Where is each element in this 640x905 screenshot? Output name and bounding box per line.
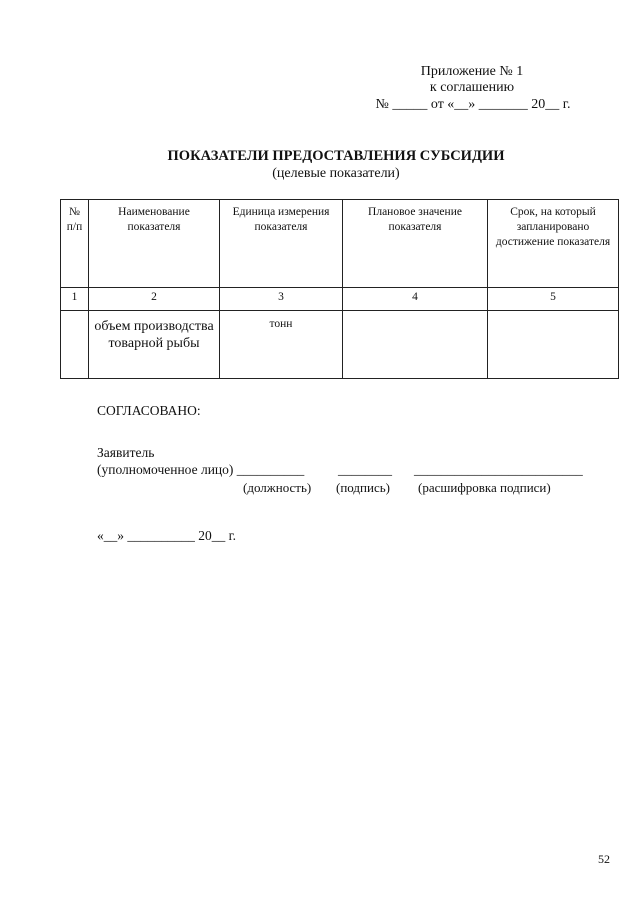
appendix-line-2: к соглашению (429, 80, 515, 95)
date-line: «__» __________ 20__ г. (97, 528, 237, 543)
caption-signature: (подпись) (336, 480, 390, 495)
caption-position: (должность) (243, 480, 312, 495)
appendix-line-1: Приложение № 1 (420, 64, 524, 79)
table-header-cell: Наименование показателя (89, 200, 220, 288)
table-number-cell: 4 (343, 288, 488, 311)
signature-decode-blank: _________________________ (414, 462, 583, 477)
indicator-name-cell: объем производства товарной рыбы (89, 311, 220, 379)
indicators-table (60, 199, 619, 379)
page-number: 52 (598, 852, 610, 866)
table-number-cell: 3 (220, 288, 343, 311)
table-number-cell: 1 (61, 288, 89, 311)
table-header-cell: Единица измерения показателя (220, 200, 343, 288)
planned-value-cell (343, 311, 488, 379)
table-header-cell: Плановое значение показателя (343, 200, 488, 288)
table-number-row (61, 288, 619, 311)
caption-decode: (расшифровка подписи) (418, 480, 551, 495)
table-header-row (61, 200, 619, 288)
table-cell (61, 311, 89, 379)
unit-cell: тонн (220, 311, 343, 379)
document-title: ПОКАЗАТЕЛИ ПРЕДОСТАВЛЕНИЯ СУБСИДИИ (167, 148, 505, 164)
deadline-cell (488, 311, 619, 379)
signature-blank: ________ (338, 462, 392, 477)
table-header-cell: Срок, на который запланировано достижение показателя (488, 200, 619, 288)
table-number-cell: 5 (488, 288, 619, 311)
table-row (61, 311, 619, 379)
table-header-cell: № п/п (61, 200, 89, 288)
appendix-line-3: № _____ от «__» _______ 20__ г. (375, 97, 571, 112)
agreed-label: СОГЛАСОВАНО: (97, 403, 201, 418)
document-subtitle: (целевые показатели) (272, 166, 400, 181)
authorized-person-line: (уполномоченное лицо) __________ (97, 462, 305, 477)
table-number-cell: 2 (89, 288, 220, 311)
applicant-label: Заявитель (97, 445, 155, 460)
